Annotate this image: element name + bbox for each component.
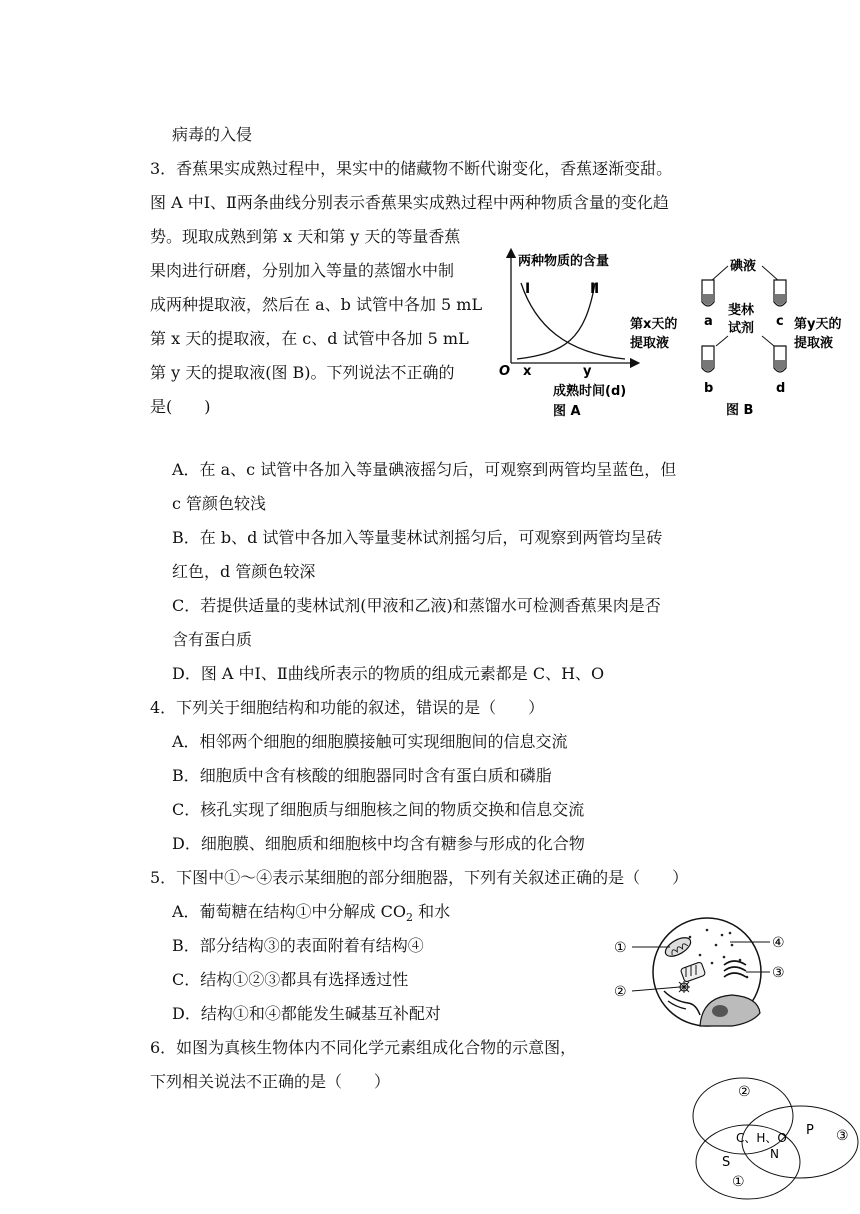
label-1: ①	[614, 940, 627, 956]
option-b: B．部分结构③的表面附着有结构④	[172, 936, 424, 955]
left-extract-2: 提取液	[630, 336, 670, 351]
figure-b-caption: 图 B	[726, 403, 754, 418]
option-b: B．细胞质中含有核酸的细胞器同时含有蛋白质和磷脂	[172, 766, 552, 785]
tube-c-label: c	[776, 314, 784, 329]
option-c: C．核孔实现了细胞质与细胞核之间的物质交换和信息交流	[172, 800, 585, 819]
text-line: 图 A 中Ⅰ、Ⅱ两条曲线分别表示香蕉果实成熟过程中两种物质含量的变化趋	[150, 193, 669, 212]
cell-figure	[612, 915, 802, 1030]
label-2: ②	[614, 984, 627, 1000]
origin-label: O	[499, 364, 511, 379]
element-venn-diagram	[690, 1074, 860, 1204]
option-a: A．在 a、c 试管中各加入等量碘液摇匀后，可观察到两管均呈蓝色，但	[172, 460, 677, 479]
text-line: 下列相关说法不正确的是（ ）	[150, 1072, 391, 1091]
option-c: C．结构①②③都具有选择透过性	[172, 970, 409, 989]
question-5-stem: 5．下图中①～④表示某细胞的部分细胞器，下列有关叙述正确的是（ ）	[150, 868, 689, 887]
question-6-stem: 6．如图为真核生物体内不同化学元素组成化合物的示意图，	[150, 1038, 577, 1057]
option-a-text-end: 和水	[413, 902, 451, 921]
text-line: 病毒的入侵	[172, 125, 253, 144]
test-tube-a	[702, 280, 714, 306]
text-line: 是( )	[150, 397, 211, 416]
right-extract-2: 提取液	[794, 336, 834, 351]
figure-a	[495, 245, 645, 420]
option-a-text: A．葡萄糖在结构①中分解成 CO	[172, 902, 407, 921]
subscript: 2	[406, 911, 414, 925]
tick-x: x	[523, 364, 532, 379]
label-circle-3: ③	[836, 1128, 849, 1144]
question-3-stem: 3．香蕉果实成熟过程中，果实中的储藏物不断代谢变化，香蕉逐渐变甜。	[150, 159, 673, 178]
option-a	[172, 902, 450, 928]
text-line: 红色，d 管颜色较深	[172, 562, 316, 581]
label-4: ④	[772, 935, 785, 951]
label-circle-2: ②	[738, 1084, 751, 1100]
option-d: D．结构①和④都能发生碱基互补配对	[172, 1004, 441, 1023]
text-line: 含有蛋白质	[172, 630, 253, 649]
option-d: D．细胞膜、细胞质和细胞核中均含有糖参与形成的化合物	[172, 834, 585, 853]
label-3: ③	[772, 965, 785, 981]
text-line: 果肉进行研磨，分别加入等量的蒸馏水中制	[150, 261, 455, 280]
connector	[716, 336, 728, 346]
question-4-stem: 4．下列关于细胞结构和功能的叙述，错误的是（ ）	[150, 698, 545, 717]
y-axis-label: 两种物质的含量	[518, 254, 610, 269]
text-line: 第 x 天的提取液，在 c、d 试管中各加 5 mL	[150, 329, 469, 348]
label-circle-1: ①	[732, 1174, 745, 1190]
fehling-label-2: 试剂	[728, 321, 755, 336]
test-tube-c	[774, 280, 786, 306]
x-axis-label: 成熟时间(d)	[553, 384, 627, 399]
test-tube-b	[702, 346, 714, 372]
text-line: 第 y 天的提取液(图 B)。下列说法不正确的	[150, 363, 455, 382]
option-b: B．在 b、d 试管中各加入等量斐林试剂摇匀后，可观察到两管均呈砖	[172, 528, 663, 547]
tick-y: y	[583, 364, 592, 379]
fehling-label-1: 斐林	[728, 303, 755, 318]
label-s: S	[722, 1155, 731, 1170]
curve-1	[521, 283, 625, 359]
iodine-label: 碘液	[730, 259, 757, 274]
test-tube-d	[774, 346, 786, 372]
right-extract-1: 第y天的	[794, 317, 842, 332]
text-line: c 管颜色较浅	[172, 494, 267, 513]
figure-a-caption: 图 A	[553, 404, 581, 419]
label-center: C、H、O	[736, 1131, 787, 1145]
option-d: D．图 A 中Ⅰ、Ⅱ曲线所表示的物质的组成元素都是 C、H、O	[172, 664, 605, 683]
tube-d-label: d	[776, 381, 786, 396]
label-n: N	[770, 1147, 779, 1161]
option-a: A．相邻两个细胞的细胞膜接触可实现细胞间的信息交流	[172, 732, 568, 751]
tube-b-label: b	[704, 381, 714, 396]
option-c: C．若提供适量的斐林试剂(甲液和乙液)和蒸馏水可检测香蕉果肉是否	[172, 596, 661, 615]
text-line: 势。现取成熟到第 x 天和第 y 天的等量香蕉	[150, 227, 461, 246]
figure-b	[628, 250, 856, 422]
curve-1-label: Ⅰ	[525, 281, 531, 297]
left-extract-1: 第x天的	[630, 317, 678, 332]
text-line: 成两种提取液，然后在 a、b 试管中各加 5 mL	[150, 295, 483, 314]
label-p: P	[806, 1123, 814, 1138]
curve-2-label: Ⅱ	[590, 281, 600, 297]
connector	[762, 336, 774, 346]
tube-a-label: a	[704, 314, 713, 329]
